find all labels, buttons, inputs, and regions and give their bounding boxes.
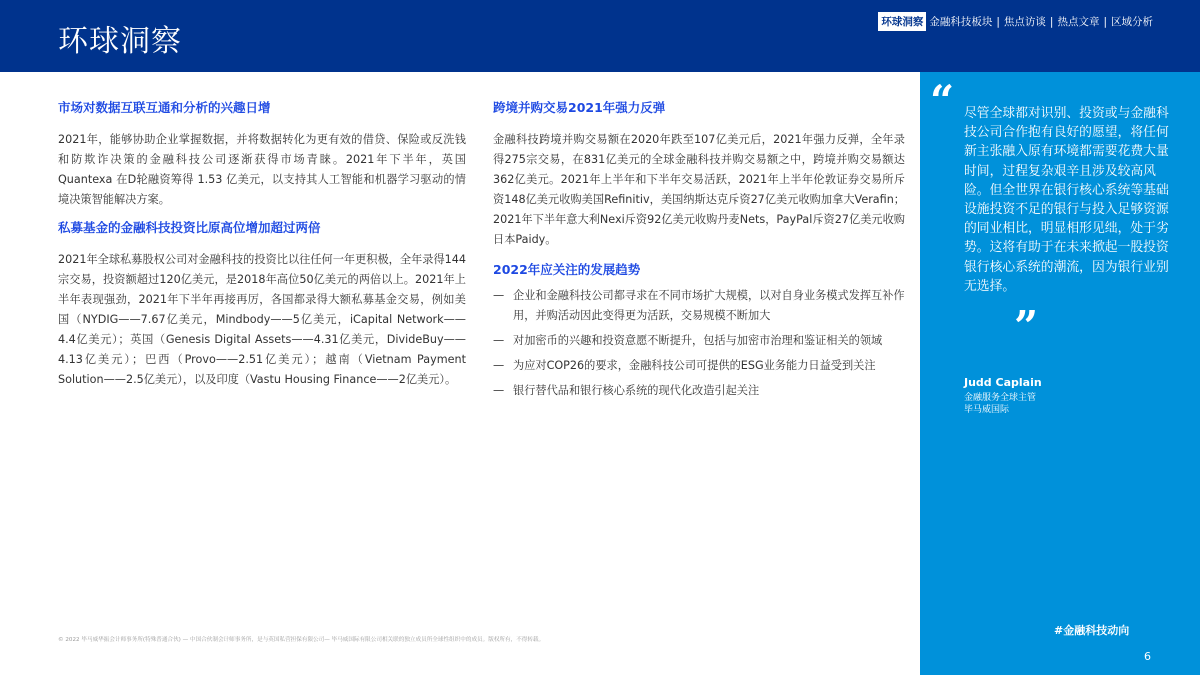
section-heading: 跨境并购交易2021年强力反弹 xyxy=(493,100,666,115)
nav-separator: | xyxy=(1049,15,1054,28)
list-item-text: 为应对COP26的要求，金融科技公司可提供的ESG业务能力日益受到关注 xyxy=(513,359,876,372)
header-bar xyxy=(0,0,1200,72)
section-paragraph: 金融科技跨境并购交易额在2020年跌至107亿美元后，2021年强力反弹，全年录得275宗交易，在831亿美元的全球金融科技并购交易额之中，跨境并购交易额达362亿美元。2021年上半年和下半年交易活跃，2021年上半年伦敦证券交易所斥资148亿美元收购美国Refinitiv，美国纳斯达克斥资27亿美元收购加拿大Verafin；2021年下半年意大利Nexi斥资92亿美元收购丹麦Nets，PayPal斥资27亿美元收购日本Paidy。 xyxy=(493,133,905,246)
nav-item-global-insight[interactable]: 环球洞察 xyxy=(878,12,926,31)
list-item xyxy=(493,286,905,326)
quote-text: 尽管全球都对识别、投资或与金融科技公司合作抱有良好的愿望，将任何新主张融入原有环境都需要花费大量时间，过程复杂艰辛且涉及较高风险。但全世界在银行核心系统等基础设施投资不足的银行与投入足够资源的同业相比，明显相形见绌，处于劣势。这将有助于在未来掀起一股投资银行核心系统的潮流，因为银行业别无选择。 xyxy=(964,106,1169,294)
trend-list xyxy=(493,286,905,401)
quote-author xyxy=(964,376,1042,416)
section-nav xyxy=(878,12,1156,31)
dash-marker: — xyxy=(493,359,505,372)
list-item xyxy=(493,356,905,376)
section-heading: 私募基金的金融科技投资比原高位增加超过两倍 xyxy=(58,220,321,235)
page-number: 6 xyxy=(1144,650,1151,663)
left-column xyxy=(58,98,466,396)
author-title: 金融服务全球主管 xyxy=(964,393,1037,403)
dash-marker: — xyxy=(493,334,505,347)
middle-column xyxy=(493,98,905,406)
hashtag-label: #金融科技动向 xyxy=(1054,624,1130,637)
nav-item-regional-analysis[interactable]: 区域分析 xyxy=(1111,16,1153,28)
footer-copyright: © 2022 毕马威华振会计师事务所(特殊普通合伙) — 中国合伙制会计师事务所，是与英国私营担保有限公司— 毕马威国际有限公司相关联的独立成员所全球性组织中的成员。版权所有，不得转载。 xyxy=(58,637,545,643)
nav-item-fintech-sector[interactable]: 金融科技板块 xyxy=(929,16,993,28)
list-item-text: 企业和金融科技公司都寻求在不同市场扩大规模，以对自身业务模式发挥互补作用，并购活动因此变得更为活跃，交易规模不断加大 xyxy=(513,289,905,322)
dash-marker: — xyxy=(493,384,505,397)
open-quote-icon: “ xyxy=(930,76,955,125)
nav-separator: | xyxy=(1103,15,1107,28)
list-item-text: 对加密币的兴趣和投资意愿不断提升，包括与加密市治理和鉴证相关的领域 xyxy=(513,334,883,347)
section-paragraph: 2021年，能够协助企业掌握数据，并将数据转化为更有效的借贷、保险或反洗钱和防欺诈决策的金融科技公司逐渐获得市场青睐。2021年下半年，英国 Quantexa 在D轮融资筹得 1.53 亿美元，以支持其人工智能和机器学习驱动的情境决策智能解决方案。 xyxy=(58,133,466,206)
author-org: 毕马威国际 xyxy=(964,405,1010,415)
dash-marker: — xyxy=(493,289,505,302)
nav-item-hot-articles[interactable]: 热点文章 xyxy=(1057,16,1100,28)
list-item-text: 银行替代品和银行核心系统的现代化改造引起关注 xyxy=(513,384,760,397)
author-name: Judd Caplain xyxy=(964,376,1042,389)
close-quote-icon: ” xyxy=(1014,302,1039,351)
section-paragraph: 2021年全球私募股权公司对金融科技的投资比以往任何一年更积极，全年录得144宗交易，投资额超过120亿美元，是2018年高位50亿美元的两倍以上。2021年上半年表现强劲，2021年下半年再接再厉，各国都录得大额私募基金交易，例如美国（NYDIG——7.67亿美元，Mindbody——5亿美元，iCapital Network——4.4亿美元）；英国（Genesis Digital Assets——4.31亿美元，DivideBuy——4.13亿美元）；巴西（Provo——2.51亿美元）；越南（Vietnam Payment Solution——2.5亿美元），以及印度（Vastu Housing Finance——2亿美元）。 xyxy=(58,253,466,386)
list-item xyxy=(493,381,905,401)
quote-panel xyxy=(920,72,1200,675)
list-item xyxy=(493,331,905,351)
section-heading: 2022年应关注的发展趋势 xyxy=(493,262,641,277)
nav-separator: | xyxy=(996,15,1000,28)
nav-item-interviews[interactable]: 焦点访谈 xyxy=(1003,16,1046,28)
page-title: 环球洞察 xyxy=(58,24,182,59)
section-heading: 市场对数据互联互通和分析的兴趣日增 xyxy=(58,100,271,115)
